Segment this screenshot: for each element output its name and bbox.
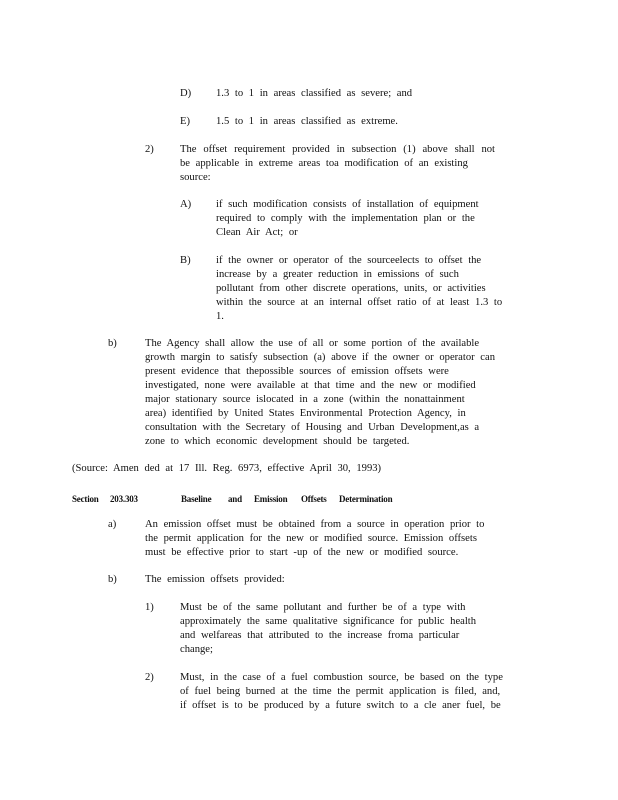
text-line: 1. — [216, 311, 224, 322]
text-line: Must, in the case of a fuel combustion source, be based on the type — [180, 672, 503, 683]
item-label: b) — [108, 338, 117, 349]
text-line: 1.5 to 1 in areas classified as extreme. — [216, 116, 398, 127]
source-note: (Source: Amen ded at 17 Ill. Reg. 6973, effective April 30, 1993) — [72, 463, 382, 474]
item-text — [216, 198, 486, 240]
text-line: investigated, none were available at that time and the new or modified — [145, 380, 476, 391]
text-line: pollutant from other discrete operations, units, or activities — [216, 283, 486, 294]
text-line: be applicable in extreme areas toa modification of an existing — [180, 158, 468, 169]
item-text — [145, 337, 501, 449]
item-text — [145, 573, 345, 587]
text-line: increase by a greater reduction in emissions of such — [216, 269, 459, 280]
text-line: The offset requirement provided in subsection (1) above shall not — [180, 144, 495, 155]
text-line: source: — [180, 172, 211, 183]
section-title-word: and — [228, 494, 242, 504]
section-label: Section — [72, 494, 99, 504]
text-line: if offset is to be produced by a future switch to a cle aner fuel, be — [180, 700, 501, 711]
item-text — [180, 671, 503, 713]
text-line: growth margin to satisfy subsection (a) above if the owner or operator can — [145, 352, 495, 363]
item-label: a) — [108, 519, 117, 530]
item-text — [216, 254, 504, 324]
item-text — [180, 143, 495, 185]
text-line: the permit application for the new or modified source. Emission offsets — [145, 533, 477, 544]
item-label: 2) — [145, 672, 154, 683]
item-text — [180, 601, 492, 657]
text-line: Clean Air Act; or — [216, 227, 298, 238]
section-number: 203.303 — [110, 494, 138, 504]
item-label: D) — [180, 88, 192, 99]
text-line: and welfareas that attributed to the increase froma particular — [180, 630, 460, 641]
text-line: Must be of the same pollutant and further be of a type with — [180, 602, 466, 613]
section-title-word: Baseline — [181, 494, 212, 504]
text-line: required to comply with the implementation plan or the — [216, 213, 475, 224]
item-label: b) — [108, 574, 117, 585]
text-line: major stationary source islocated in a zone (within the nonattainment — [145, 394, 465, 405]
text-line: The Agency shall allow the use of all or some portion of the available — [145, 338, 480, 349]
text-line: if the owner or operator of the sourceelects to offset the — [216, 255, 482, 266]
item-text — [216, 115, 416, 129]
text-line: An emission offset must be obtained from a source in operation prior to — [145, 519, 485, 530]
item-label: A) — [180, 199, 192, 210]
item-label: 2) — [145, 144, 154, 155]
text-line: change; — [180, 644, 213, 655]
text-line: consultation with the Secretary of Housing and Urban Development,as a — [145, 422, 480, 433]
text-line: if such modification consists of installation of equipment — [216, 199, 479, 210]
item-label: E) — [180, 116, 190, 127]
section-title-word: Offsets — [301, 494, 327, 504]
section-title-word: Emission — [254, 494, 288, 504]
text-line: area) identified by United States Environmental Protection Agency, in — [145, 408, 466, 419]
section-title-word: Determination — [339, 494, 393, 504]
text-line: approximately the same qualitative significance for public health — [180, 616, 477, 627]
text-line: of fuel being burned at the time the permit application is filed, and, — [180, 686, 501, 697]
text-line: The emission offsets provided: — [145, 574, 285, 585]
item-label: 1) — [145, 602, 154, 613]
text-line: present evidence that thepossible sources of emission offsets were — [145, 366, 449, 377]
text-line: must be effective prior to start -up of the new or modified source. — [145, 547, 459, 558]
item-label: B) — [180, 255, 191, 266]
text-line: 1.3 to 1 in areas classified as severe; and — [216, 88, 413, 99]
text-line: within the source at an internal offset ratio of at least 1.3 to — [216, 297, 503, 308]
item-text — [145, 518, 495, 560]
item-text — [216, 87, 416, 101]
text-line: zone to which economic development should be targeted. — [145, 436, 410, 447]
